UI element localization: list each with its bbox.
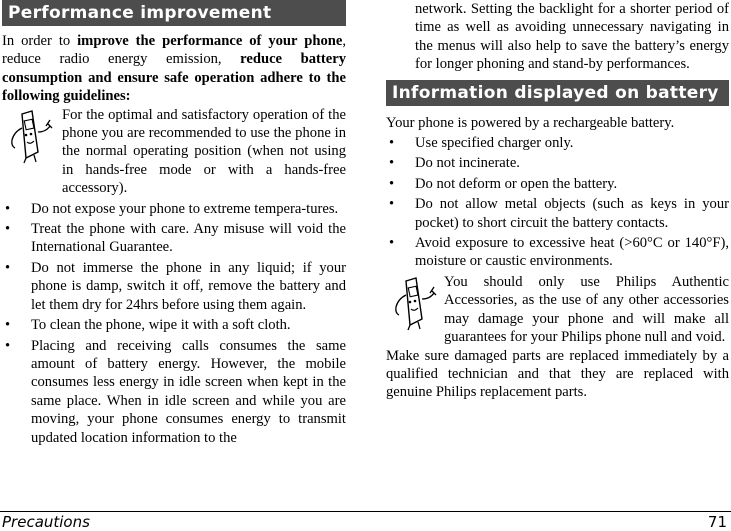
accessories-tip bbox=[386, 273, 729, 347]
list-item: • Use specified charger only. bbox=[386, 134, 729, 152]
intro-bold-1: improve the performance of your phone bbox=[77, 33, 343, 49]
page-number: 71 bbox=[707, 513, 727, 531]
performance-intro bbox=[2, 32, 346, 106]
performance-heading: Performance improvement bbox=[2, 0, 346, 26]
accessories-tip-text: You should only use Philips Authentic Accessories, as the use of any other accessories may damage your phone and will make all guarantees for your Philips phone null and void. bbox=[444, 273, 729, 346]
battery-intro: Your phone is powered by a rechargeable battery. bbox=[386, 114, 675, 131]
list-item: • Do not immerse the phone in any liquid; if your phone is damp, switch it off, remove the battery and let them dry for 24hrs before using them again. bbox=[2, 259, 346, 314]
left-column bbox=[2, 0, 346, 447]
list-item: • To clean the phone, wipe it with a soft cloth. bbox=[2, 316, 346, 334]
continuation-text: network. Setting the backlight for a shorter period of time as well as avoiding unnecessary navigating in the menus will also help to save the battery’s energy for longer phoning and stand-by performances. bbox=[415, 1, 729, 73]
performance-bullets bbox=[2, 200, 346, 447]
footer-title: Precautions bbox=[2, 513, 90, 531]
right-column bbox=[386, 0, 729, 402]
list-item: • Placing and receiving calls consumes the same amount of battery energy. However, the mobile consumes less energy in idle screen when kept in the same place. When in idle screen and while you are moving, your phone consumes energy to transmit updated location information to the bbox=[2, 337, 346, 447]
intro-bold-2: reduce battery consumption and ensure safe operation adhere to the following guidelines: bbox=[2, 51, 346, 105]
intro-text: In order to bbox=[2, 33, 78, 49]
list-item: • Do not expose your phone to extreme tempera-tures. bbox=[2, 200, 346, 218]
battery-bullets bbox=[386, 134, 729, 271]
performance-tip-text: For the optimal and satisfactory operation of the phone you are recommended to use the phone in the normal operating position (when not using in hands-free mode or with a hands-free accessory). bbox=[62, 106, 346, 197]
battery-heading: Information displayed on battery bbox=[386, 80, 729, 106]
intro-text-2: , reduce radio energy emission, bbox=[2, 33, 346, 68]
list-item: • Avoid exposure to excessive heat (>60°C or 140°F), moisture or caustic environments. bbox=[386, 234, 729, 271]
list-item: • Treat the phone with care. Any misuse will void the International Guarantee. bbox=[2, 220, 346, 257]
phone-mascot-icon bbox=[8, 108, 58, 164]
list-item: • Do not incinerate. bbox=[386, 154, 729, 172]
list-item: • Do not deform or open the battery. bbox=[386, 175, 729, 193]
list-item: • Do not allow metal objects (such as keys in your pocket) to short circuit the battery contacts. bbox=[386, 195, 729, 232]
closing-text: Make sure damaged parts are replaced immediately by a qualified technician and that they are replaced with genuine Philips replacement parts. bbox=[386, 347, 729, 401]
page-footer bbox=[0, 511, 731, 530]
performance-tip bbox=[2, 106, 346, 198]
phone-mascot-icon bbox=[392, 275, 442, 331]
